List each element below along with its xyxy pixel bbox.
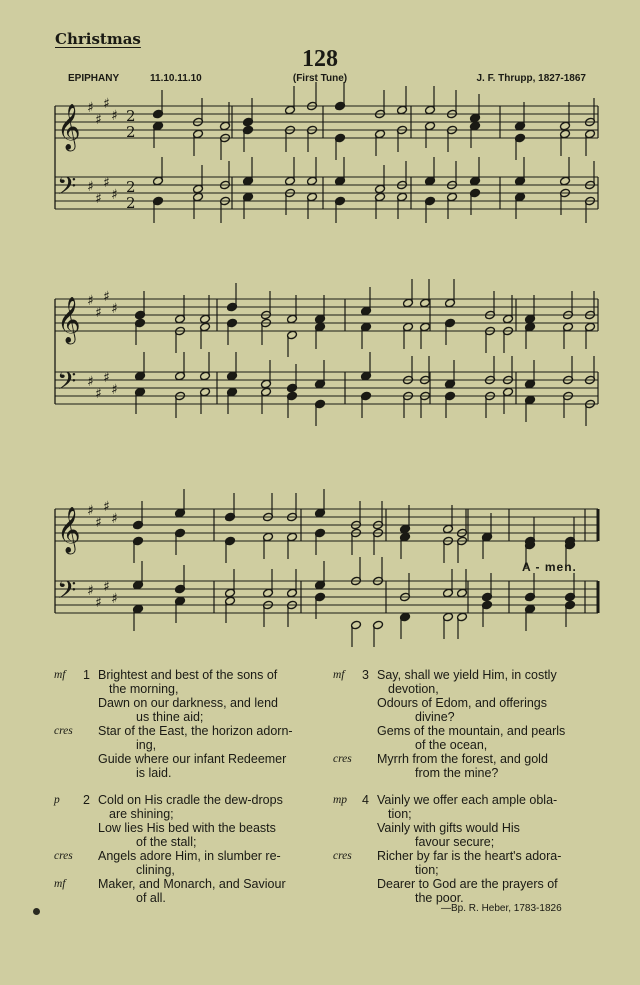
verse-text: Guide where our infant Redeemer [98, 752, 287, 766]
verse-text-continued: favour secure; [415, 835, 495, 849]
verse-line [54, 793, 324, 821]
verse-line [333, 724, 601, 752]
verse-text: Brightest and best of the sons of [98, 668, 278, 682]
verse-text: Myrrh from the forest, and gold [377, 752, 548, 766]
verse-line [54, 821, 324, 849]
treble-clef: 𝄞 [57, 104, 81, 150]
tune-name: EPIPHANY [68, 73, 120, 84]
verse-text: Say, shall we yield Him, in costly [377, 668, 557, 682]
verse-text-continued: clining, [136, 863, 175, 877]
sharp-sign: ♯ [87, 583, 94, 599]
sharp-sign: ♯ [103, 96, 110, 112]
verse-text: Richer by far is the heart's adora- [377, 849, 562, 863]
treble-clef: 𝄞 [57, 297, 81, 343]
sharp-sign: ♯ [95, 191, 102, 207]
dynamic-marking: mp [333, 794, 348, 806]
dynamic-marking: cres [333, 850, 352, 862]
verses-right-column [333, 668, 601, 905]
hymn-number: 128 [302, 46, 338, 72]
dynamic-marking: mf [54, 878, 66, 890]
verse-line [333, 696, 601, 724]
hymn-author: —Bp. R. Heber, 1783-1826 [441, 903, 562, 914]
verses-left-column [54, 668, 324, 905]
sharp-sign: ♯ [111, 108, 118, 124]
amen-text: A - men. [522, 560, 577, 574]
sharp-sign: ♯ [95, 515, 102, 531]
verse-number: 2 [83, 793, 90, 807]
stanza-gap [333, 780, 601, 793]
verse-text: Low lies His bed with the beasts [98, 821, 276, 835]
verse-text: Dawn on our darkness, and lend [98, 696, 278, 710]
dynamic-marking: cres [54, 850, 73, 862]
verse-text-continued: ing, [136, 738, 157, 752]
sharp-sign: ♯ [111, 301, 118, 317]
verse-text-continued: of the ocean, [415, 738, 488, 752]
time-signature: 2 [126, 107, 136, 125]
time-signature: 2 [126, 178, 136, 196]
treble-clef: 𝄞 [57, 507, 81, 553]
verse-text-continued: from the mine? [415, 766, 499, 780]
sharp-sign: ♯ [87, 100, 94, 116]
verse-text-continued: of the stall; [136, 835, 197, 849]
bass-clef: 𝄢 [57, 367, 77, 402]
verse-line [333, 849, 601, 877]
verse-line [333, 821, 601, 849]
sharp-sign: ♯ [103, 370, 110, 386]
bass-clef: 𝄢 [57, 172, 77, 207]
tune-meter: 11.10.11.10 [150, 73, 202, 84]
verse-text-continued: tion; [415, 863, 439, 877]
dynamic-marking: cres [54, 725, 73, 737]
verse-line [333, 668, 601, 696]
sharp-sign: ♯ [87, 293, 94, 309]
dynamic-marking: p [54, 794, 60, 806]
tune-composer: J. F. Thrupp, 1827-1867 [476, 73, 586, 84]
sharp-sign: ♯ [87, 374, 94, 390]
dynamic-marking: mf [333, 669, 345, 681]
verse-line [54, 752, 324, 780]
sharp-sign: ♯ [111, 382, 118, 398]
stanza-gap [54, 780, 324, 793]
sharp-sign: ♯ [95, 305, 102, 321]
verse-line [54, 668, 324, 696]
sharp-sign: ♯ [111, 591, 118, 607]
sharp-sign: ♯ [95, 595, 102, 611]
verse-line [54, 696, 324, 724]
verse-text-continued: of all. [136, 891, 166, 905]
sharp-sign: ♯ [103, 499, 110, 515]
verse-text-continued: divine? [415, 710, 455, 724]
sharp-sign: ♯ [111, 187, 118, 203]
sharp-sign: ♯ [103, 175, 110, 191]
dynamic-marking: mf [54, 669, 66, 681]
verse-text-continued: tion; [388, 807, 412, 821]
sharp-sign: ♯ [103, 579, 110, 595]
section-title: Christmas [55, 30, 141, 48]
sharp-sign: ♯ [87, 179, 94, 195]
sharp-sign: ♯ [95, 112, 102, 128]
verse-text: Dearer to God are the prayers of [377, 877, 558, 891]
verse-text: Angels adore Him, in slumber re- [98, 849, 281, 863]
verse-line [333, 877, 601, 905]
sharp-sign: ♯ [111, 511, 118, 527]
time-signature: 2 [126, 123, 136, 141]
dynamic-marking: cres [333, 753, 352, 765]
bass-clef: 𝄢 [57, 576, 77, 611]
sharp-sign: ♯ [95, 386, 102, 402]
verse-number: 1 [83, 668, 90, 682]
verse-line [333, 793, 601, 821]
tune-label: (First Tune) [292, 73, 348, 84]
verse-text: Odours of Edom, and offerings [377, 696, 548, 710]
sharp-sign: ♯ [87, 503, 94, 519]
ink-smudge [33, 908, 40, 915]
verse-text: Star of the East, the horizon adorn- [98, 724, 293, 738]
verse-text: Cold on His cradle the dew-drops [98, 793, 283, 807]
sharp-sign: ♯ [103, 289, 110, 305]
verse-text: Gems of the mountain, and pearls [377, 724, 566, 738]
verse-text-continued: devotion, [388, 682, 439, 696]
verse-text-continued: are shining; [109, 807, 174, 821]
verse-line [54, 724, 324, 752]
verse-line [54, 849, 324, 877]
verse-number: 4 [362, 793, 369, 807]
verse-number: 3 [362, 668, 369, 682]
time-signature: 2 [126, 194, 136, 212]
verse-text-continued: is laid. [136, 766, 172, 780]
verse-text-continued: the morning, [109, 682, 179, 696]
verse-line [54, 877, 324, 905]
verse-text: Vainly we offer each ample obla- [377, 793, 558, 807]
verse-text: Maker, and Monarch, and Saviour [98, 877, 286, 891]
verse-text: Vainly with gifts would His [377, 821, 520, 835]
verse-text-continued: us thine aid; [136, 710, 204, 724]
verse-text-continued: the poor. [415, 891, 464, 905]
verse-line [333, 752, 601, 780]
